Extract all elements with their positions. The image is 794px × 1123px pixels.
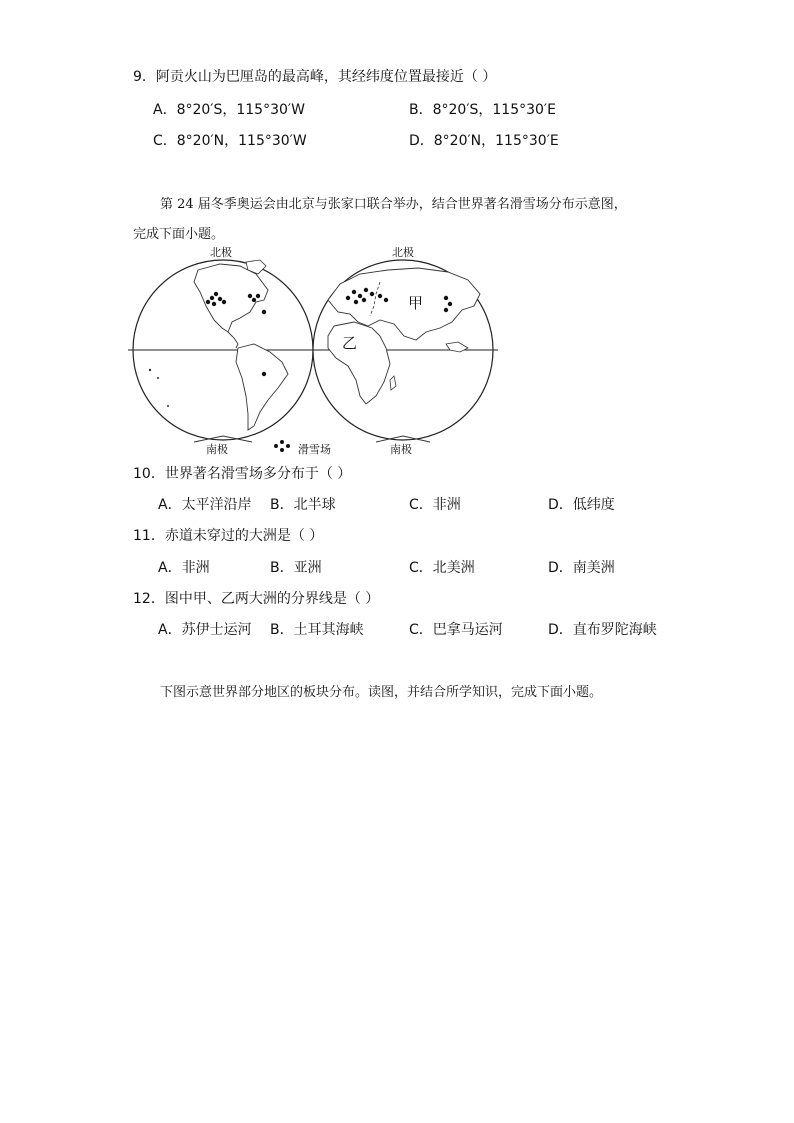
question-9-option-c[interactable]: C．8°20′N，115°30′W — [153, 133, 307, 149]
question-9-option-a[interactable]: A．8°20′S，115°30′W — [153, 102, 305, 118]
question-12-option-a[interactable]: A．苏伊士运河 — [158, 622, 252, 638]
question-9-option-b[interactable]: B．8°20′S，115°30′E — [409, 102, 556, 118]
question-10-option-d[interactable]: D．低纬度 — [548, 497, 615, 513]
pacific-island — [167, 405, 169, 407]
pacific-island — [157, 377, 159, 379]
intro-ski-line2: 完成下面小题。 — [133, 227, 225, 242]
question-12-option-d[interactable]: D．直布罗陀海峡 — [548, 622, 657, 638]
question-11-stem: 11．赤道未穿过的大洲是（ ） — [133, 528, 324, 544]
question-9-option-d[interactable]: D．8°20′N，115°30′E — [409, 133, 559, 149]
north-pole-label-left: 北极 — [210, 246, 232, 259]
question-10-option-c[interactable]: C．非洲 — [409, 497, 461, 513]
hemispheres-svg — [128, 240, 498, 460]
pacific-island — [149, 369, 151, 371]
continent-label-jia: 甲 — [408, 294, 424, 312]
legend-ski-resort-label: 滑雪场 — [298, 443, 331, 456]
south-pole-label-left: 南极 — [206, 443, 228, 456]
question-12-stem: 12．图中甲、乙两大洲的分界线是（ ） — [133, 591, 380, 607]
question-10-option-b[interactable]: B．北半球 — [270, 497, 336, 513]
question-12-option-b[interactable]: B．土耳其海峡 — [270, 622, 364, 638]
question-11-option-a[interactable]: A．非洲 — [158, 560, 210, 576]
question-10-stem: 10．世界著名滑雪场多分布于（ ） — [133, 466, 352, 482]
north-pole-label-right: 北极 — [392, 246, 414, 259]
ski-resort-south-america — [262, 372, 266, 376]
question-11-option-d[interactable]: D．南美洲 — [548, 560, 615, 576]
intro-ski-line1: 第 24 届冬季奥运会由北京与张家口联合举办，结合世界著名滑雪场分布示意图， — [160, 197, 627, 212]
question-11-option-c[interactable]: C．北美洲 — [409, 560, 475, 576]
world-ski-resort-map — [128, 240, 498, 460]
question-11-option-b[interactable]: B．亚洲 — [270, 560, 322, 576]
question-10-option-a[interactable]: A．太平洋沿岸 — [158, 497, 252, 513]
legend-dots — [274, 440, 290, 452]
intro-plates: 下图示意世界部分地区的板块分布。读图，并结合所学知识，完成下面小题。 — [160, 685, 603, 700]
question-9-stem: 9．阿贡火山为巴厘岛的最高峰，其经纬度位置最接近（ ） — [133, 69, 497, 85]
south-pole-label-right: 南极 — [390, 443, 412, 456]
question-12-option-c[interactable]: C．巴拿马运河 — [409, 622, 503, 638]
continent-label-yi: 乙 — [342, 334, 358, 352]
